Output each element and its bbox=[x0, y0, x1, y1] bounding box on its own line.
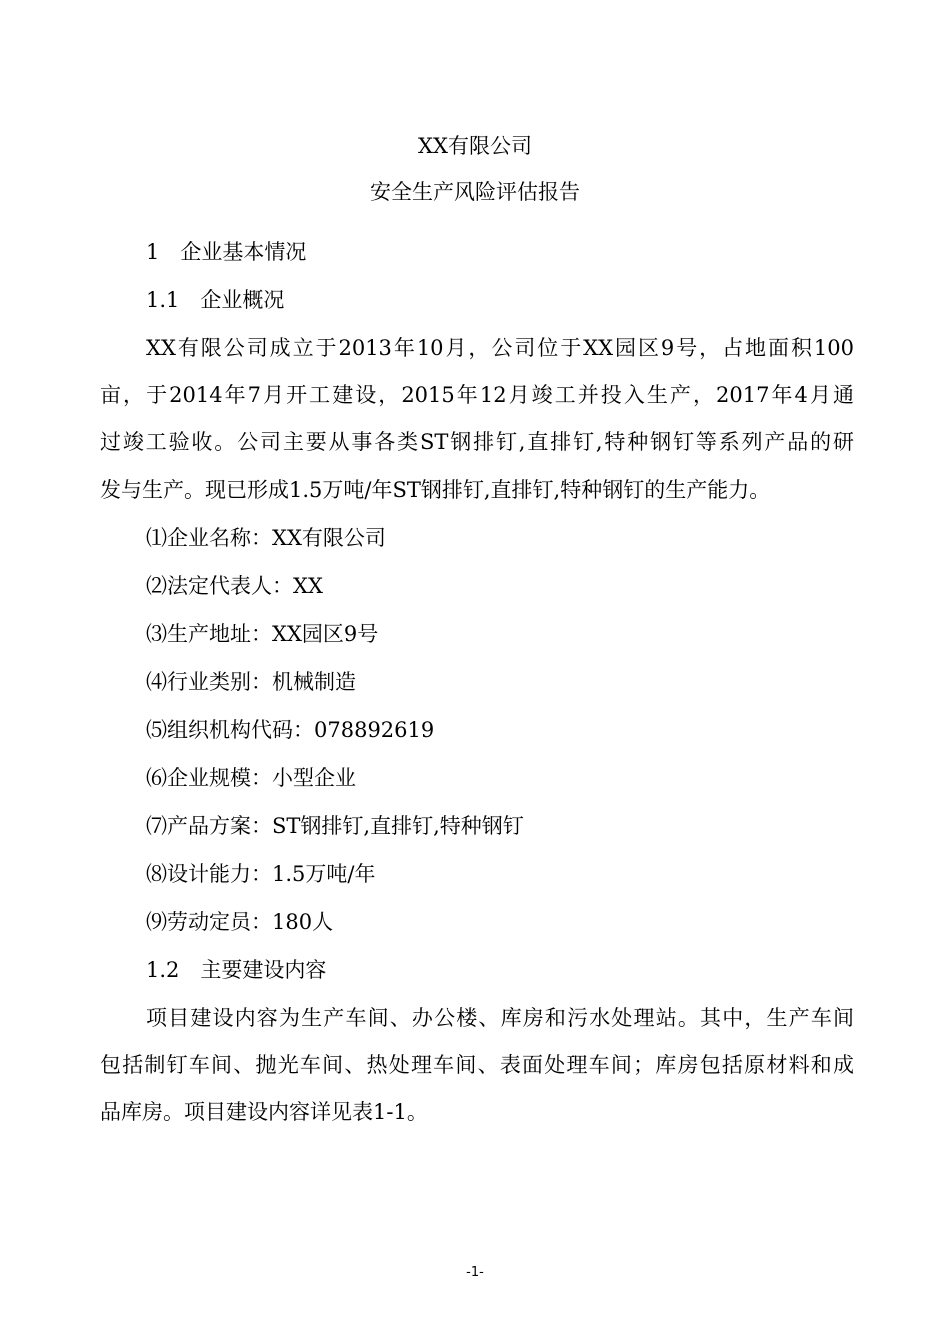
section-heading-1-1: 1.1 企业概况 bbox=[146, 288, 285, 312]
info-item-company-name: ⑴企业名称：XX有限公司 bbox=[146, 526, 386, 550]
info-item-staffing: ⑼劳动定员：180人 bbox=[146, 910, 334, 934]
info-item-legal-representative: ⑵法定代表人：XX bbox=[146, 574, 323, 598]
construction-paragraph-line: 包括制钉车间、抛光车间、热处理车间、表面处理车间；库房包括原材料和成 bbox=[100, 1053, 854, 1077]
overview-paragraph-line: 亩，于2014年7月开工建设，2015年12月竣工并投入生产，2017年4月通 bbox=[100, 383, 854, 407]
overview-paragraph-line: XX有限公司成立于2013年10月，公司位于XX园区9号，占地面积100 bbox=[146, 336, 854, 360]
info-item-enterprise-scale: ⑹企业规模：小型企业 bbox=[146, 766, 356, 790]
page-number: -1- bbox=[466, 1265, 484, 1280]
overview-paragraph-line: 发与生产。现已形成1.5万吨/年ST钢排钉,直排钉,特种钢钉的生产能力。 bbox=[100, 478, 771, 502]
info-item-design-capacity: ⑻设计能力：1.5万吨/年 bbox=[146, 862, 376, 886]
document-title-company: XX有限公司 bbox=[418, 134, 532, 158]
document-title-report: 安全生产风险评估报告 bbox=[370, 180, 580, 204]
overview-paragraph-line: 过竣工验收。公司主要从事各类ST钢排钉,直排钉,特种钢钉等系列产品的研 bbox=[100, 430, 854, 454]
construction-paragraph-line: 项目建设内容为生产车间、办公楼、库房和污水处理站。其中，生产车间 bbox=[146, 1006, 854, 1030]
section-heading-1: 1 企业基本情况 bbox=[146, 240, 307, 264]
info-item-production-address: ⑶生产地址：XX园区9号 bbox=[146, 622, 379, 646]
info-item-industry-category: ⑷行业类别：机械制造 bbox=[146, 670, 356, 694]
section-heading-1-2: 1.2 主要建设内容 bbox=[146, 958, 327, 982]
construction-paragraph-line: 品库房。项目建设内容详见表1-1。 bbox=[100, 1100, 428, 1124]
info-item-organization-code: ⑸组织机构代码：078892619 bbox=[146, 718, 435, 742]
info-item-product-plan: ⑺产品方案：ST钢排钉,直排钉,特种钢钉 bbox=[146, 814, 524, 838]
